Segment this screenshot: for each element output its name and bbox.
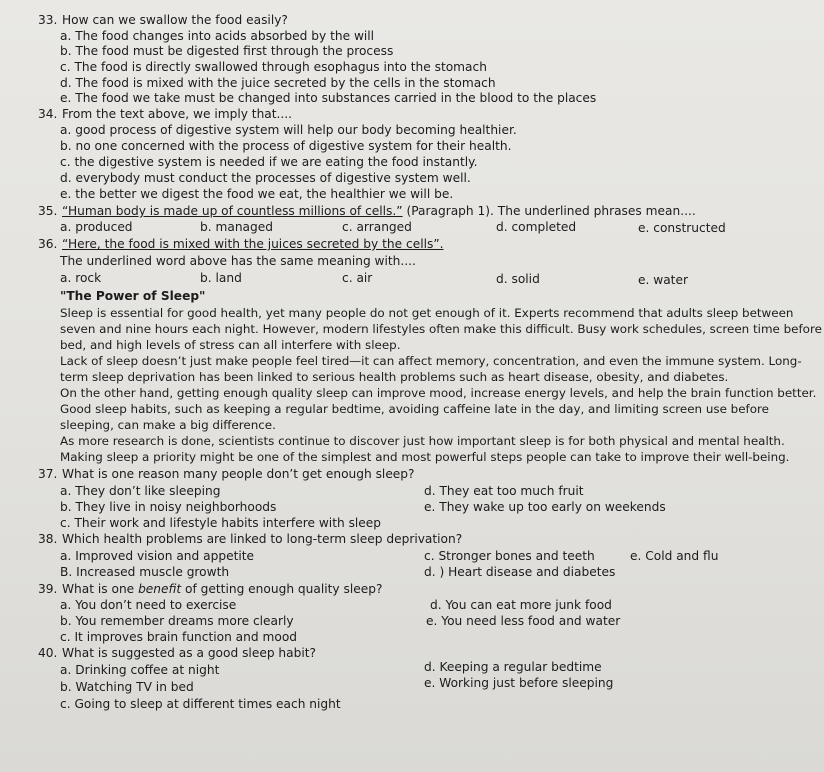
q38-option-d: d. ) Heart disease and diabetes [424, 565, 616, 579]
q33-option-d: d. The food is mixed with the juice secreted by the cells in the stomach [60, 76, 496, 90]
q39-option-c: c. It improves brain function and mood [60, 630, 298, 644]
passage-line: Good sleep habits, such as keeping a regular bedtime, avoiding caffeine late in the day, and limiting screen use before [60, 402, 769, 416]
underlined-quote: “Here, the food is mixed with the juices secreted by the cells”. [62, 237, 444, 251]
question-39 [38, 582, 382, 597]
question-35 [38, 204, 696, 219]
q35-option-b: b. managed [200, 220, 273, 234]
q39-option-b: b. You remember dreams more clearly [60, 614, 294, 628]
q34-option-d: d. everybody must conduct the processes of digestive system well. [60, 171, 471, 185]
q36-option-d: d. solid [496, 272, 540, 286]
q35-option-d: d. completed [496, 220, 577, 234]
passage-line: Lack of sleep doesn’t just make people feel tired—it can affect memory, concentration, and even the immune system. Long- [60, 354, 802, 368]
passage-line: term sleep deprivation has been linked to serious health problems such as heart disease, obesity, and diabetes. [60, 370, 729, 384]
question-text: From the text above, we imply that.... [62, 107, 293, 121]
q38-option-a: a. Improved vision and appetite [60, 549, 255, 563]
question-text-emphasis: benefit [138, 582, 182, 596]
question-number: 38. [38, 532, 58, 546]
passage-line: seven and nine hours each night. However, modern lifestyles often make this difficult. Busy work schedules, screen time before [60, 322, 822, 336]
q38-option-b: B. Increased muscle growth [60, 565, 230, 579]
question-text-pre: What is one [62, 582, 139, 596]
passage-line: Sleep is essential for good health, yet many people do not get enough of it. Experts recommend that adults sleep between [60, 306, 794, 320]
question-36 [38, 237, 444, 252]
question-38 [38, 532, 462, 547]
q33-option-b: b. The food must be digested first through the process [60, 44, 394, 58]
question-number: 33. [38, 13, 58, 27]
q36-option-b: b. land [200, 271, 242, 285]
question-number: 39. [38, 582, 58, 596]
question-34 [38, 107, 292, 122]
q40-option-d: d. Keeping a regular bedtime [424, 660, 602, 674]
q36-option-a: a. rock [60, 271, 102, 285]
q37-option-d: d. They eat too much fruit [424, 484, 584, 498]
question-37 [38, 467, 415, 482]
q40-option-e: e. Working just before sleeping [424, 676, 614, 690]
q36-option-e: e. water [638, 273, 688, 287]
q35-option-e: e. constructed [638, 221, 726, 235]
q39-option-e: e. You need less food and water [426, 614, 621, 628]
q34-option-a: a. good process of digestive system will help our body becoming healthier. [60, 123, 517, 137]
question-text: What is one reason many people don’t get enough sleep? [62, 467, 415, 481]
question-text: (Paragraph 1). The underlined phrases mean.... [402, 204, 696, 218]
q33-option-c: c. The food is directly swallowed through esophagus into the stomach [60, 60, 487, 74]
question-33 [38, 13, 288, 28]
passage-title: "The Power of Sleep" [60, 289, 206, 303]
question-text: How can we swallow the food easily? [62, 13, 288, 27]
question-number: 34. [38, 107, 58, 121]
q38-option-e: e. Cold and flu [630, 549, 719, 563]
q40-option-c: c. Going to sleep at different times each night [60, 697, 341, 711]
passage-line: As more research is done, scientists continue to discover just how important sleep is for both physical and mental health. [60, 434, 785, 448]
q38-option-c: c. Stronger bones and teeth [424, 549, 595, 563]
q40-option-a: a. Drinking coffee at night [60, 663, 220, 677]
q35-option-c: c. arranged [342, 220, 412, 234]
q40-option-b: b. Watching TV in bed [60, 680, 194, 694]
q39-option-a: a. You don’t need to exercise [60, 598, 237, 612]
passage-line: bed, and high levels of stress can all interfere with sleep. [60, 338, 401, 352]
question-text-post: of getting enough quality sleep? [181, 582, 383, 596]
q34-option-b: b. no one concerned with the process of digestive system for their health. [60, 139, 512, 153]
question-number: 35. [38, 204, 58, 218]
q33-option-a: a. The food changes into acids absorbed by the will [60, 29, 375, 43]
q37-option-c: c. Their work and lifestyle habits interfere with sleep [60, 516, 382, 530]
q37-option-b: b. They live in noisy neighborhoods [60, 500, 277, 514]
q36-option-c: c. air [342, 271, 373, 285]
q39-option-d: d. You can eat more junk food [430, 598, 612, 612]
passage-line: Making sleep a priority might be one of the simplest and most powerful steps people can take to improve their well-being. [60, 450, 790, 464]
question-number: 37. [38, 467, 58, 481]
q37-option-e: e. They wake up too early on weekends [424, 500, 666, 514]
question-40 [38, 646, 316, 661]
passage-line: sleeping, can make a big difference. [60, 418, 276, 432]
question-text: What is suggested as a good sleep habit? [62, 646, 316, 660]
q33-option-e: e. The food we take must be changed into substances carried in the blood to the places [60, 91, 597, 105]
question-text: Which health problems are linked to long-term sleep deprivation? [62, 532, 463, 546]
q37-option-a: a. They don’t like sleeping [60, 484, 221, 498]
q36-question-text: The underlined word above has the same meaning with.... [60, 254, 416, 268]
question-number: 36. [38, 237, 58, 251]
q34-option-e: e. the better we digest the food we eat, the healthier we will be. [60, 187, 454, 201]
underlined-quote: “Human body is made up of countless millions of cells.” [62, 204, 403, 218]
question-number: 40. [38, 646, 58, 660]
passage-line: On the other hand, getting enough quality sleep can improve mood, increase energy levels, and help the brain function better. [60, 386, 817, 400]
q35-option-a: a. produced [60, 220, 133, 234]
q34-option-c: c. the digestive system is needed if we are eating the food instantly. [60, 155, 478, 169]
